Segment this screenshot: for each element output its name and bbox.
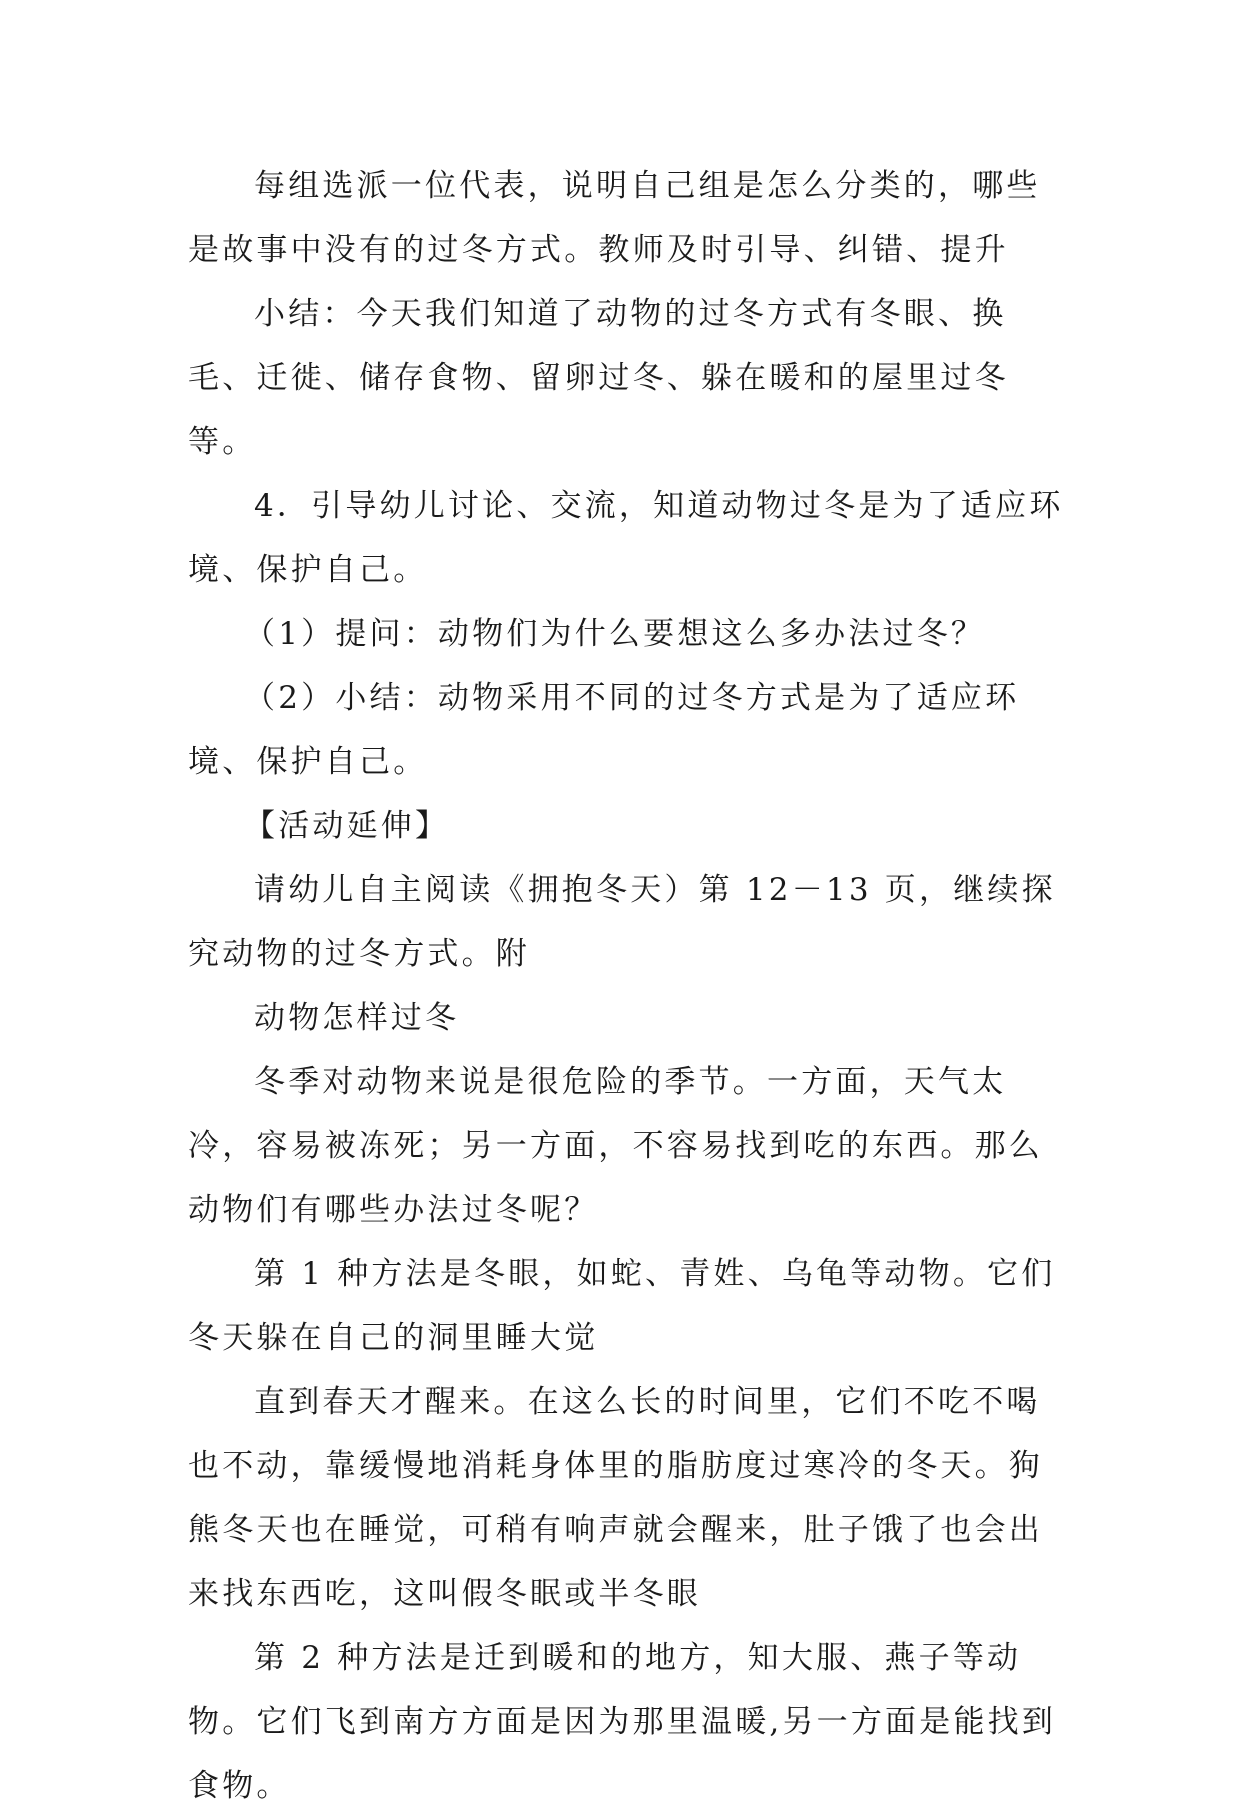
paragraph-method-2: 第 2 种方法是迁到暖和的地方，知大服、燕子等动物。它们飞到南方方面是因为那里温暖,另一方面是能找到食物。 [188, 1640, 1057, 1804]
paragraph-reading: 请幼儿自主阅读《拥抱冬天）第 12－13 页，继续探究动物的过冬方式。附 [188, 872, 1056, 972]
paragraph-sub-summary: （2）小结：动物采用不同的过冬方式是为了适应环境、保护自己。 [188, 680, 1020, 780]
paragraph-winter-danger: 冬季对动物来说是很危险的季节。一方面，天气太冷，容易被冻死；另一方面，不容易找到吃的东西。那么动物们有哪些办法过冬呢？ [188, 1064, 1043, 1228]
paragraph-method-1: 第 1 种方法是冬眼，如蛇、青姓、乌龟等动物。它们冬天躲在自己的洞里睡大觉 [188, 1256, 1056, 1356]
paragraph-question: （1）提问：动物们为什么要想这么多办法过冬？ [244, 616, 986, 652]
section-heading-extension: 【活动延伸】 [244, 808, 450, 844]
paragraph-summary: 小结：今天我们知道了动物的过冬方式有冬眼、换毛、迁徙、储存食物、留卵过冬、躲在暖和的屋里过冬等。 [188, 296, 1009, 460]
paragraph-step-4: 4．引导幼儿讨论、交流，知道动物过冬是为了适应环境、保护自己。 [188, 488, 1064, 588]
paragraph-hibernation: 直到春天才醒来。在这么长的时间里，它们不吃不喝也不动，靠缓慢地消耗身体里的脂肪度过寒冷的冬天。狗熊冬天也在睡觉，可稍有响声就会醒来，肚子饿了也会出来找东西吃，这叫假冬眠或半冬眼 [188, 1384, 1043, 1612]
paragraph-group-report: 每组选派一位代表，说明自己组是怎么分类的，哪些是故事中没有的过冬方式。教师及时引导、纠错、提升 [188, 168, 1041, 268]
appendix-title: 动物怎样过冬 [254, 1000, 460, 1036]
document-body [188, 154, 1068, 1818]
